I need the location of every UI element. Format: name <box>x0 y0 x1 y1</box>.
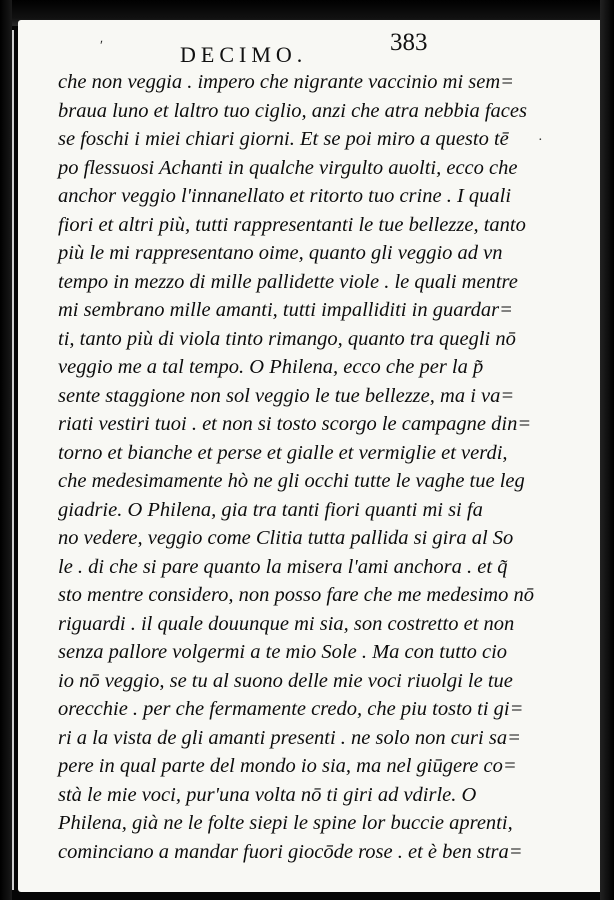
running-head-title: DECIMO. <box>180 42 308 67</box>
text-line: tempo in mezzo di mille pallidette viole . le quali mentre <box>58 270 518 293</box>
text-line: po flessuosi Achanti in qualche virgulto auolti, ecco che <box>58 156 518 179</box>
text-line: se foschi i miei chiari giorni. Et se poi miro a questo tē <box>58 128 509 150</box>
text-line: orecchie . per che fermamente credo, che piu tosto ti gi= <box>58 698 524 720</box>
text-line: più le mi rappresentano oime, quanto gli veggio ad vn <box>58 242 503 264</box>
scan-right-edge <box>600 0 614 900</box>
text-line: le . di che si pare quanto la misera l'ami anchora . et q̃ <box>58 555 508 578</box>
text-line: sto mentre considero, non posso fare che me medesimo nō <box>58 584 534 606</box>
text-line: riati vestiri tuoi . et non si tosto scorgo le campagne din= <box>58 413 532 435</box>
text-line: che medesimamente hò ne gli occhi tutte le vaghe tue leg <box>58 470 525 492</box>
text-line: torno et bianche et perse et gialle et vermiglie et verdi, <box>58 441 508 464</box>
text-line: io nō veggio, se tu al suono delle mie voci riuolgi le tue <box>58 669 513 692</box>
text-line: braua luno et laltro tuo ciglio, anzi che atra nebbia faces <box>58 99 527 122</box>
text-line: sente staggione non sol veggio le tue bellezze, ma i va= <box>58 384 515 407</box>
text-line: pere in qual parte del mondo io sia, ma nel giūgere co= <box>58 755 517 777</box>
text-line: riguardi . il quale douunque mi sia, son costretto et non <box>58 612 515 635</box>
text-line: Philena, già ne le folte siepi le spine lor buccie aprenti, <box>58 812 513 834</box>
text-line: che non veggia . impero che nigrante vaccinio mi sem= <box>58 71 514 93</box>
body-text <box>58 68 558 866</box>
text-line: anchor veggio l'innanellato et ritorto tuo crine . I quali <box>58 185 512 207</box>
text-line: senza pallore volgermi a te mio Sole . Ma con tutto cio <box>58 641 508 663</box>
text-line: veggio me a tal tempo. O Philena, ecco che per la p̃ <box>58 356 484 378</box>
ink-speck: ʹ <box>100 39 104 54</box>
text-line: ri a la vista de gli amanti presenti . ne solo non curi sa= <box>58 726 521 749</box>
page-gutter-line <box>12 30 14 890</box>
text-line: ti, tanto più di viola tinto rimango, quanto tra quegli nō <box>58 327 516 350</box>
ink-speck: · <box>538 133 543 148</box>
text-line: fiori et altri più, tutti rappresentanti le tue bellezze, tanto <box>58 213 526 236</box>
running-head <box>18 26 600 66</box>
text-line: mi sembrano mille amanti, tutti impalliditi in guardar= <box>58 299 513 321</box>
scan-left-edge <box>0 0 12 900</box>
text-line: no vedere, veggio come Clitia tutta pallida si gira al So <box>58 527 514 549</box>
page-number: 383 <box>390 29 428 56</box>
text-line: cominciano a mandar fuori giocōde rose . et è ben stra= <box>58 840 523 863</box>
text-line: giadrie. O Philena, gia tra tanti fiori quanti mi si fa <box>58 498 483 521</box>
text-line: stà le mie voci, pur'una volta nō ti giri ad vdirle. O <box>58 783 477 806</box>
